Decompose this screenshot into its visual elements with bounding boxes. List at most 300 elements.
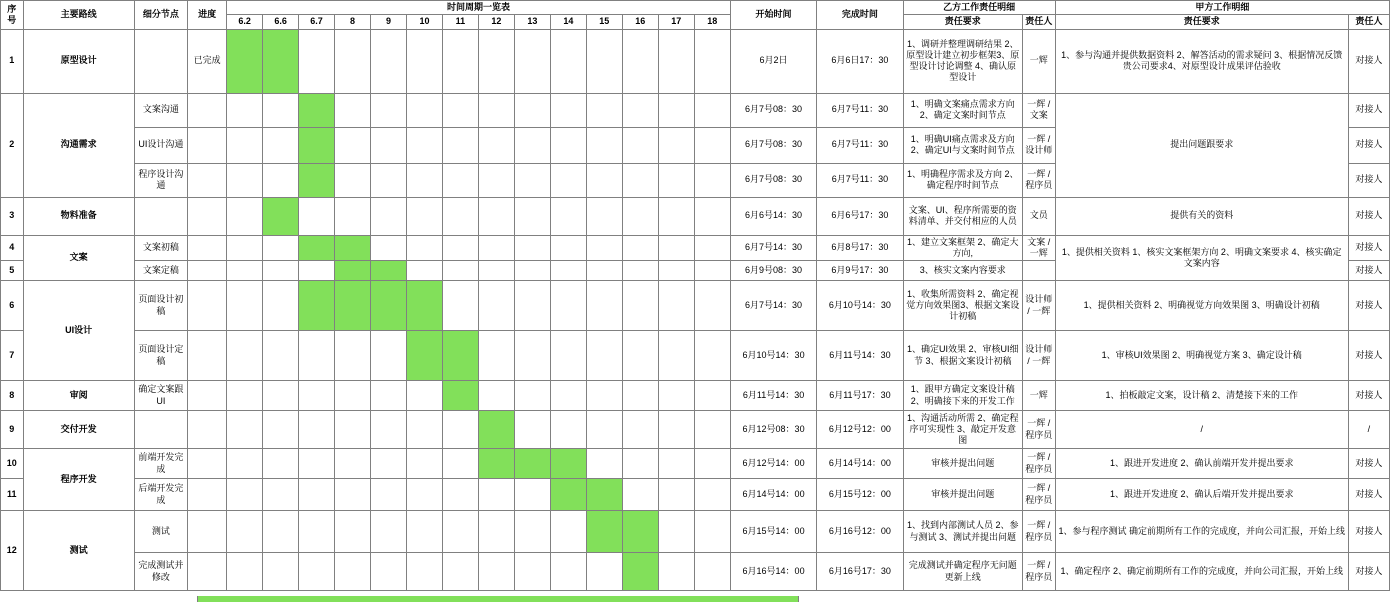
- gantt-empty-cell: [442, 479, 478, 511]
- gantt-empty-cell: [586, 411, 622, 449]
- gantt-empty-cell: [263, 553, 299, 591]
- gantt-empty-cell: [442, 553, 478, 591]
- gantt-bar-cell: [442, 331, 478, 381]
- row-progress: [188, 127, 227, 163]
- gantt-empty-cell: [550, 511, 586, 553]
- gantt-empty-cell: [335, 197, 371, 235]
- row-party-b-person: 一辉 / 程序员: [1022, 553, 1055, 591]
- row-party-a-person: /: [1348, 411, 1389, 449]
- row-node: 后端开发完成: [134, 479, 187, 511]
- row-route: 沟通需求: [23, 93, 134, 197]
- week-col-11: 16: [622, 15, 658, 29]
- gantt-empty-cell: [694, 411, 730, 449]
- gantt-empty-cell: [371, 553, 407, 591]
- gantt-empty-cell: [371, 29, 407, 93]
- gantt-empty-cell: [658, 331, 694, 381]
- gantt-empty-cell: [550, 127, 586, 163]
- row-party-a-person: 对接人: [1348, 381, 1389, 411]
- row-party-b-person: 一辉 / 文案: [1022, 93, 1055, 127]
- row-seq: 10: [1, 449, 24, 479]
- gantt-empty-cell: [658, 449, 694, 479]
- gantt-empty-cell: [550, 163, 586, 197]
- gantt-empty-cell: [371, 197, 407, 235]
- gantt-empty-cell: [658, 127, 694, 163]
- gantt-bar-cell: [335, 281, 371, 331]
- row-node: 测试: [134, 511, 187, 553]
- gantt-empty-cell: [586, 381, 622, 411]
- col-start-time: 开始时间: [730, 1, 816, 30]
- gantt-empty-cell: [371, 449, 407, 479]
- row-party-b-duty: 1、确定UI效果 2、审核UI细节 3、根据文案设计初稿: [903, 331, 1022, 381]
- gantt-empty-cell: [406, 197, 442, 235]
- gantt-empty-cell: [478, 479, 514, 511]
- gantt-empty-cell: [371, 163, 407, 197]
- gantt-empty-cell: [658, 163, 694, 197]
- gantt-bar-cell: [478, 411, 514, 449]
- col-party-a-duty: 责任要求: [1055, 15, 1348, 29]
- gantt-empty-cell: [514, 93, 550, 127]
- row-party-a-person: 对接人: [1348, 93, 1389, 127]
- gantt-empty-cell: [658, 553, 694, 591]
- gantt-bar-cell: [299, 93, 335, 127]
- gantt-empty-cell: [694, 127, 730, 163]
- gantt-empty-cell: [442, 281, 478, 331]
- row-party-a-duty: 1、跟进开发进度 2、确认后端开发并提出要求: [1055, 479, 1348, 511]
- gantt-empty-cell: [335, 127, 371, 163]
- row-party-b-duty: 1、明确程序需求及方向 2、确定程序时间节点: [903, 163, 1022, 197]
- gantt-empty-cell: [658, 29, 694, 93]
- gantt-empty-cell: [622, 449, 658, 479]
- gantt-empty-cell: [550, 381, 586, 411]
- row-party-b-duty: 1、调研并整理调研结果 2、原型设计建立初步框架3、原型设计讨论调整 4、确认原型设计: [903, 29, 1022, 93]
- row-node: 程序设计沟通: [134, 163, 187, 197]
- row-route: UI设计: [23, 281, 134, 381]
- gantt-empty-cell: [586, 449, 622, 479]
- week-col-12: 17: [658, 15, 694, 29]
- gantt-empty-cell: [263, 261, 299, 281]
- gantt-empty-cell: [478, 29, 514, 93]
- row-node: 确定文案跟UI: [134, 381, 187, 411]
- gantt-empty-cell: [478, 553, 514, 591]
- row-seq: 7: [1, 331, 24, 381]
- row-progress: [188, 331, 227, 381]
- gantt-empty-cell: [622, 163, 658, 197]
- gantt-empty-cell: [550, 29, 586, 93]
- row-seq: 5: [1, 261, 24, 281]
- gantt-bar-cell: [227, 29, 263, 93]
- gantt-empty-cell: [335, 511, 371, 553]
- gantt-empty-cell: [335, 411, 371, 449]
- gantt-empty-cell: [227, 281, 263, 331]
- gantt-empty-cell: [442, 511, 478, 553]
- row-party-b-duty: 审核并提出问题: [903, 449, 1022, 479]
- week-col-10: 15: [586, 15, 622, 29]
- gantt-empty-cell: [514, 381, 550, 411]
- gantt-empty-cell: [478, 331, 514, 381]
- row-end-time: 6月11号14：30: [817, 331, 903, 381]
- row-party-a-duty: 提供有关的资料: [1055, 197, 1348, 235]
- gantt-empty-cell: [263, 93, 299, 127]
- week-col-5: 10: [406, 15, 442, 29]
- col-route: 主要路线: [23, 1, 134, 30]
- row-party-b-duty: 审核并提出问题: [903, 479, 1022, 511]
- gantt-empty-cell: [622, 197, 658, 235]
- gantt-bar-cell: [586, 511, 622, 553]
- gantt-empty-cell: [478, 93, 514, 127]
- row-start-time: 6月10号14：30: [730, 331, 816, 381]
- gantt-empty-cell: [299, 197, 335, 235]
- row-party-a-person: 对接人: [1348, 235, 1389, 261]
- gantt-bar-cell: [263, 197, 299, 235]
- gantt-empty-cell: [371, 127, 407, 163]
- gantt-empty-cell: [442, 163, 478, 197]
- row-party-b-person: 一辉 / 设计师: [1022, 127, 1055, 163]
- row-party-b-duty: 1、跟甲方确定文案设计稿 2、明确接下来的开发工作: [903, 381, 1022, 411]
- row-start-time: 6月7号14：30: [730, 235, 816, 261]
- row-route: 交付开发: [23, 411, 134, 449]
- table-body: [1, 29, 1390, 591]
- gantt-empty-cell: [227, 449, 263, 479]
- row-party-b-duty: 1、建立文案框架 2、确定大方向,: [903, 235, 1022, 261]
- gantt-empty-cell: [335, 553, 371, 591]
- gantt-empty-cell: [514, 235, 550, 261]
- gantt-empty-cell: [406, 511, 442, 553]
- gantt-empty-cell: [299, 449, 335, 479]
- row-party-b-person: 一辉: [1022, 29, 1055, 93]
- week-col-7: 12: [478, 15, 514, 29]
- gantt-empty-cell: [694, 163, 730, 197]
- row-party-a-duty: 1、提供相关资料 1、核实文案框架方向 2、明确文案要求 4、核实确定文案内容: [1055, 235, 1348, 281]
- table-row: [1, 331, 1390, 381]
- row-party-a-person: 对接人: [1348, 479, 1389, 511]
- gantt-empty-cell: [586, 261, 622, 281]
- gantt-empty-cell: [514, 553, 550, 591]
- col-node: 细分节点: [134, 1, 187, 30]
- gantt-empty-cell: [658, 261, 694, 281]
- gantt-empty-cell: [694, 511, 730, 553]
- gantt-bar-cell: [586, 479, 622, 511]
- gantt-empty-cell: [658, 93, 694, 127]
- row-party-a-duty: 1、审核UI效果图 2、明确视觉方案 3、确定设计稿: [1055, 331, 1348, 381]
- gantt-empty-cell: [550, 331, 586, 381]
- row-party-a-person: 对接人: [1348, 511, 1389, 553]
- gantt-empty-cell: [622, 127, 658, 163]
- gantt-bar-cell: [442, 381, 478, 411]
- row-seq: 3: [1, 197, 24, 235]
- gantt-empty-cell: [263, 511, 299, 553]
- row-party-b-person: 一辉 / 程序员: [1022, 449, 1055, 479]
- gantt-empty-cell: [406, 261, 442, 281]
- gantt-bar-cell: [406, 281, 442, 331]
- gantt-empty-cell: [622, 411, 658, 449]
- gantt-empty-cell: [694, 29, 730, 93]
- row-seq: 2: [1, 93, 24, 197]
- row-end-time: 6月12号12：00: [817, 411, 903, 449]
- gantt-empty-cell: [586, 163, 622, 197]
- gantt-empty-cell: [335, 381, 371, 411]
- row-start-time: 6月2日: [730, 29, 816, 93]
- gantt-empty-cell: [622, 381, 658, 411]
- gantt-empty-cell: [406, 479, 442, 511]
- gantt-empty-cell: [442, 235, 478, 261]
- row-start-time: 6月14号14：00: [730, 479, 816, 511]
- table-row: [1, 479, 1390, 511]
- gantt-empty-cell: [478, 381, 514, 411]
- row-route: 程序开发: [23, 449, 134, 511]
- gantt-empty-cell: [550, 93, 586, 127]
- gantt-empty-cell: [514, 197, 550, 235]
- row-start-time: 6月7号08：30: [730, 163, 816, 197]
- row-route: 审阅: [23, 381, 134, 411]
- col-end-time: 完成时间: [817, 1, 903, 30]
- row-progress: [188, 479, 227, 511]
- row-start-time: 6月16号14：00: [730, 553, 816, 591]
- gantt-empty-cell: [514, 511, 550, 553]
- gantt-empty-cell: [299, 331, 335, 381]
- row-progress: [188, 381, 227, 411]
- row-start-time: 6月9号08：30: [730, 261, 816, 281]
- row-seq: 6: [1, 281, 24, 331]
- row-node: 文案沟通: [134, 93, 187, 127]
- row-progress: [188, 197, 227, 235]
- gantt-empty-cell: [406, 381, 442, 411]
- gantt-empty-cell: [263, 235, 299, 261]
- row-party-b-person: 设计师 / 一辉: [1022, 281, 1055, 331]
- row-party-a-person: 对接人: [1348, 331, 1389, 381]
- gantt-empty-cell: [227, 381, 263, 411]
- row-node: 文案定稿: [134, 261, 187, 281]
- row-progress: [188, 163, 227, 197]
- gantt-bar-cell: [478, 449, 514, 479]
- gantt-empty-cell: [227, 261, 263, 281]
- gantt-empty-cell: [478, 163, 514, 197]
- gantt-empty-cell: [263, 331, 299, 381]
- row-party-b-person: 一辉 / 程序员: [1022, 511, 1055, 553]
- row-seq: 1: [1, 29, 24, 93]
- gantt-empty-cell: [371, 93, 407, 127]
- row-start-time: 6月7号08：30: [730, 127, 816, 163]
- row-start-time: 6月6号14：30: [730, 197, 816, 235]
- row-end-time: 6月7号11：30: [817, 93, 903, 127]
- gantt-bar-cell: [371, 281, 407, 331]
- row-node: 文案初稿: [134, 235, 187, 261]
- gantt-empty-cell: [586, 197, 622, 235]
- row-party-a-duty: 1、拍板敲定文案，设计稿 2、清楚接下来的工作: [1055, 381, 1348, 411]
- row-party-b-person: 一辉: [1022, 381, 1055, 411]
- col-party-b-person: 责任人: [1022, 15, 1055, 29]
- row-end-time: 6月9号17：30: [817, 261, 903, 281]
- row-start-time: 6月15号14：00: [730, 511, 816, 553]
- gantt-empty-cell: [550, 197, 586, 235]
- gantt-empty-cell: [694, 281, 730, 331]
- row-node: 页面设计初稿: [134, 281, 187, 331]
- gantt-bar-cell: [622, 553, 658, 591]
- row-end-time: 6月16号12：00: [817, 511, 903, 553]
- row-party-a-person: 对接人: [1348, 163, 1389, 197]
- gantt-empty-cell: [406, 127, 442, 163]
- gantt-empty-cell: [442, 411, 478, 449]
- row-node: [134, 197, 187, 235]
- gantt-empty-cell: [406, 411, 442, 449]
- gantt-empty-cell: [586, 281, 622, 331]
- gantt-empty-cell: [622, 479, 658, 511]
- gantt-empty-cell: [263, 381, 299, 411]
- week-col-13: 18: [694, 15, 730, 29]
- row-node: 前端开发完成: [134, 449, 187, 479]
- gantt-bar-cell: [263, 29, 299, 93]
- gantt-empty-cell: [371, 235, 407, 261]
- gantt-empty-cell: [622, 281, 658, 331]
- gantt-empty-cell: [550, 553, 586, 591]
- row-party-b-duty: 1、收集所需资料 2、确定视觉方向效果图3、根据文案设计初稿: [903, 281, 1022, 331]
- gantt-empty-cell: [622, 235, 658, 261]
- table-row: [1, 449, 1390, 479]
- row-party-b-duty: 1、沟通活动所需 2、确定程序可实现性 3、敲定开发意图: [903, 411, 1022, 449]
- row-node: 完成测试并修改: [134, 553, 187, 591]
- row-party-b-duty: 3、核实文案内容要求: [903, 261, 1022, 281]
- gantt-empty-cell: [622, 93, 658, 127]
- row-node: 页面设计定稿: [134, 331, 187, 381]
- gantt-empty-cell: [227, 93, 263, 127]
- table-row: [1, 29, 1390, 93]
- row-start-time: 6月7号14：30: [730, 281, 816, 331]
- row-party-b-person: 一辉 / 程序员: [1022, 411, 1055, 449]
- gantt-empty-cell: [442, 93, 478, 127]
- gantt-empty-cell: [406, 29, 442, 93]
- table-row: [1, 281, 1390, 331]
- gantt-empty-cell: [371, 331, 407, 381]
- table-row: [1, 381, 1390, 411]
- gantt-empty-cell: [335, 163, 371, 197]
- gantt-empty-cell: [658, 411, 694, 449]
- row-progress: [188, 553, 227, 591]
- gantt-empty-cell: [299, 479, 335, 511]
- gantt-empty-cell: [335, 29, 371, 93]
- week-col-8: 13: [514, 15, 550, 29]
- row-party-a-duty: 1、提供相关资料 2、明确视觉方向效果图 3、明确设计初稿: [1055, 281, 1348, 331]
- gantt-bar-cell: [335, 235, 371, 261]
- week-col-1: 6.6: [263, 15, 299, 29]
- gantt-bar-cell: [371, 261, 407, 281]
- gantt-empty-cell: [658, 511, 694, 553]
- week-col-9: 14: [550, 15, 586, 29]
- gantt-empty-cell: [442, 449, 478, 479]
- week-col-4: 9: [371, 15, 407, 29]
- gantt-empty-cell: [406, 163, 442, 197]
- row-start-time: 6月7号08：30: [730, 93, 816, 127]
- gantt-empty-cell: [514, 29, 550, 93]
- row-progress: [188, 411, 227, 449]
- table-row: [1, 235, 1390, 261]
- row-party-b-duty: 完成测试并确定程序无问题更新上线: [903, 553, 1022, 591]
- gantt-empty-cell: [478, 261, 514, 281]
- gantt-empty-cell: [335, 449, 371, 479]
- row-party-a-person: 对接人: [1348, 197, 1389, 235]
- table-row: [1, 93, 1390, 127]
- row-progress: [188, 93, 227, 127]
- row-end-time: 6月11号17：30: [817, 381, 903, 411]
- gantt-empty-cell: [622, 261, 658, 281]
- gantt-empty-cell: [694, 331, 730, 381]
- gantt-empty-cell: [371, 479, 407, 511]
- summary-bar: [197, 596, 799, 602]
- row-start-time: 6月11号14：30: [730, 381, 816, 411]
- row-route: 文案: [23, 235, 134, 281]
- gantt-empty-cell: [514, 163, 550, 197]
- gantt-empty-cell: [658, 197, 694, 235]
- row-start-time: 6月12号08：30: [730, 411, 816, 449]
- gantt-empty-cell: [478, 235, 514, 261]
- gantt-empty-cell: [299, 411, 335, 449]
- gantt-empty-cell: [658, 235, 694, 261]
- gantt-empty-cell: [335, 331, 371, 381]
- row-party-a-person: 对接人: [1348, 261, 1389, 281]
- gantt-empty-cell: [550, 235, 586, 261]
- gantt-empty-cell: [622, 331, 658, 381]
- row-end-time: 6月15号12：00: [817, 479, 903, 511]
- gantt-bar-cell: [335, 261, 371, 281]
- gantt-empty-cell: [658, 281, 694, 331]
- table-row: [1, 197, 1390, 235]
- row-party-b-duty: 1、找到内部测试人员 2、参与测试 3、测试并提出问题: [903, 511, 1022, 553]
- gantt-empty-cell: [227, 511, 263, 553]
- gantt-empty-cell: [263, 163, 299, 197]
- header-row-group: [1, 1, 1390, 15]
- gantt-empty-cell: [227, 331, 263, 381]
- row-party-a-person: 对接人: [1348, 553, 1389, 591]
- row-node: UI设计沟通: [134, 127, 187, 163]
- gantt-bar-cell: [299, 163, 335, 197]
- table-head: [1, 1, 1390, 30]
- gantt-empty-cell: [514, 331, 550, 381]
- gantt-empty-cell: [442, 29, 478, 93]
- row-seq: 11: [1, 479, 24, 511]
- row-party-a-person: 对接人: [1348, 449, 1389, 479]
- row-progress: [188, 261, 227, 281]
- row-party-b-person: 文案 / 一辉: [1022, 235, 1055, 261]
- gantt-empty-cell: [514, 127, 550, 163]
- row-progress: [188, 511, 227, 553]
- gantt-bar-cell: [550, 479, 586, 511]
- gantt-empty-cell: [227, 553, 263, 591]
- row-party-b-person: 文员: [1022, 197, 1055, 235]
- gantt-empty-cell: [550, 261, 586, 281]
- gantt-empty-cell: [442, 197, 478, 235]
- row-party-b-duty: 1、明确文案痛点需求方向 2、确定文案时间节点: [903, 93, 1022, 127]
- row-end-time: 6月7号11：30: [817, 127, 903, 163]
- gantt-empty-cell: [658, 479, 694, 511]
- gantt-empty-cell: [586, 127, 622, 163]
- gantt-empty-cell: [694, 449, 730, 479]
- table-row: [1, 511, 1390, 553]
- gantt-empty-cell: [550, 281, 586, 331]
- row-party-a-duty: 1、跟进开发进度 2、确认前端开发并提出要求: [1055, 449, 1348, 479]
- gantt-bar-cell: [299, 281, 335, 331]
- col-party-b-group: 乙方工作责任明细: [903, 1, 1055, 15]
- gantt-empty-cell: [263, 281, 299, 331]
- col-timeline-group: 时间周期一览表: [227, 1, 731, 15]
- row-route: 测试: [23, 511, 134, 591]
- gantt-empty-cell: [406, 553, 442, 591]
- gantt-empty-cell: [514, 281, 550, 331]
- row-end-time: 6月10号14：30: [817, 281, 903, 331]
- gantt-empty-cell: [299, 261, 335, 281]
- gantt-empty-cell: [371, 381, 407, 411]
- gantt-empty-cell: [694, 197, 730, 235]
- row-party-a-person: 对接人: [1348, 281, 1389, 331]
- gantt-bar-cell: [299, 127, 335, 163]
- gantt-empty-cell: [478, 197, 514, 235]
